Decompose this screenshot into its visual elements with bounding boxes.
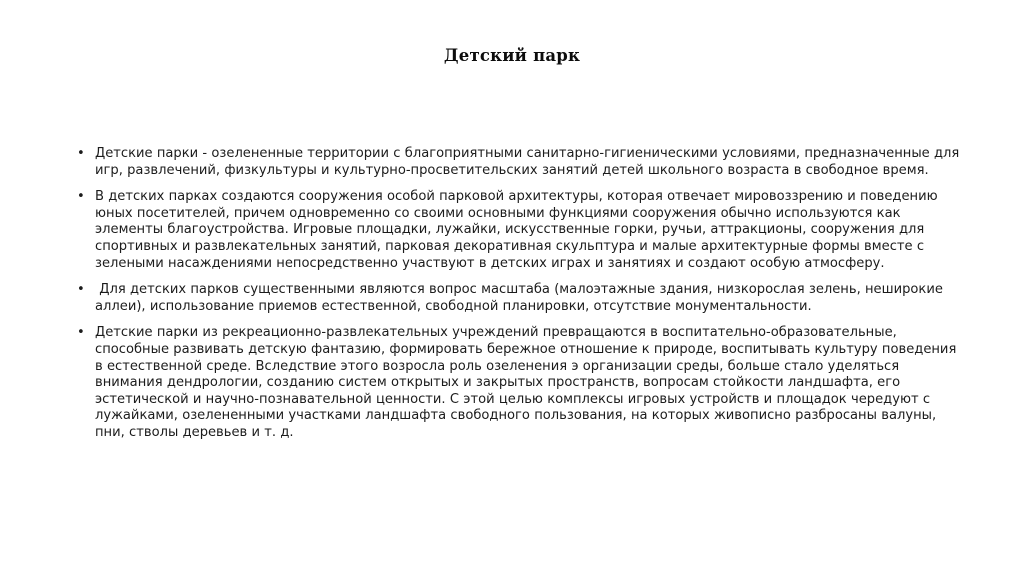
list-item-text: Для детских парков существенными являются вопрос масштаба (малоэтажные здания, низкорослая зелень, неширокие аллеи), использование приемов естественной, свободной планировки, отсутствие монументальности. bbox=[95, 282, 948, 314]
list-item bbox=[68, 282, 968, 315]
page-title: Детский парк bbox=[443, 46, 581, 66]
list-item bbox=[68, 189, 968, 272]
bullet-point-icon: • bbox=[77, 146, 85, 161]
list-item-text: Детские парки из рекреационно-развлекательных учреждений превращаются в воспитательно-образовательные, способные развивать детскую фантазию, формировать бережное отношение к природе, воспитывать культуру поведения в естественной среде. Вследствие этого возросла роль озеленения э организации среды, больше стало уделяться внимания дендрологии, созданию систем открытых и закрытых пространств, вопросам стойкости ландшафта, его эстетической и научно-познавательной ценности. С этой целью комплексы игровых устройств и площадок чередуют с лужайками, озелененными участками ландшафта свободного пользования, на которых живописно разбросаны валуны, пни, стволы деревьев и т. д. bbox=[95, 325, 961, 440]
list-item-text: Детские парки - озелененные территории с благоприятными санитарно-гигиеническими условиями, предназначенные для игр, развлечений, физкультуры и культурно-просветительских занятий детей школьного возраста в свободное время. bbox=[95, 146, 964, 178]
list-item bbox=[68, 146, 968, 179]
bullet-point-icon: • bbox=[77, 282, 85, 298]
list-item bbox=[68, 325, 968, 441]
list-item-text: В детских парках создаются сооружения особой парковой архитектуры, которая отвечает мировоззрению и поведению юных посетителей, причем одновременно со своими основными функциями сооружения обычно используются как элементы благоустройства. Игровые площадки, лужайки, искусственные горки, ручьи, аттракционы, сооружения для спортивных и развлекательных занятий, парковая декоративная скульптура и малые архитектурные формы вместе с зелеными насаждениями непосредственно участвуют в детских играх и занятиях и создают особую атмосферу. bbox=[95, 189, 942, 271]
bullet-list bbox=[68, 146, 968, 442]
bullet-point-icon: • bbox=[77, 189, 85, 205]
bullet-point-icon: • bbox=[77, 325, 85, 341]
